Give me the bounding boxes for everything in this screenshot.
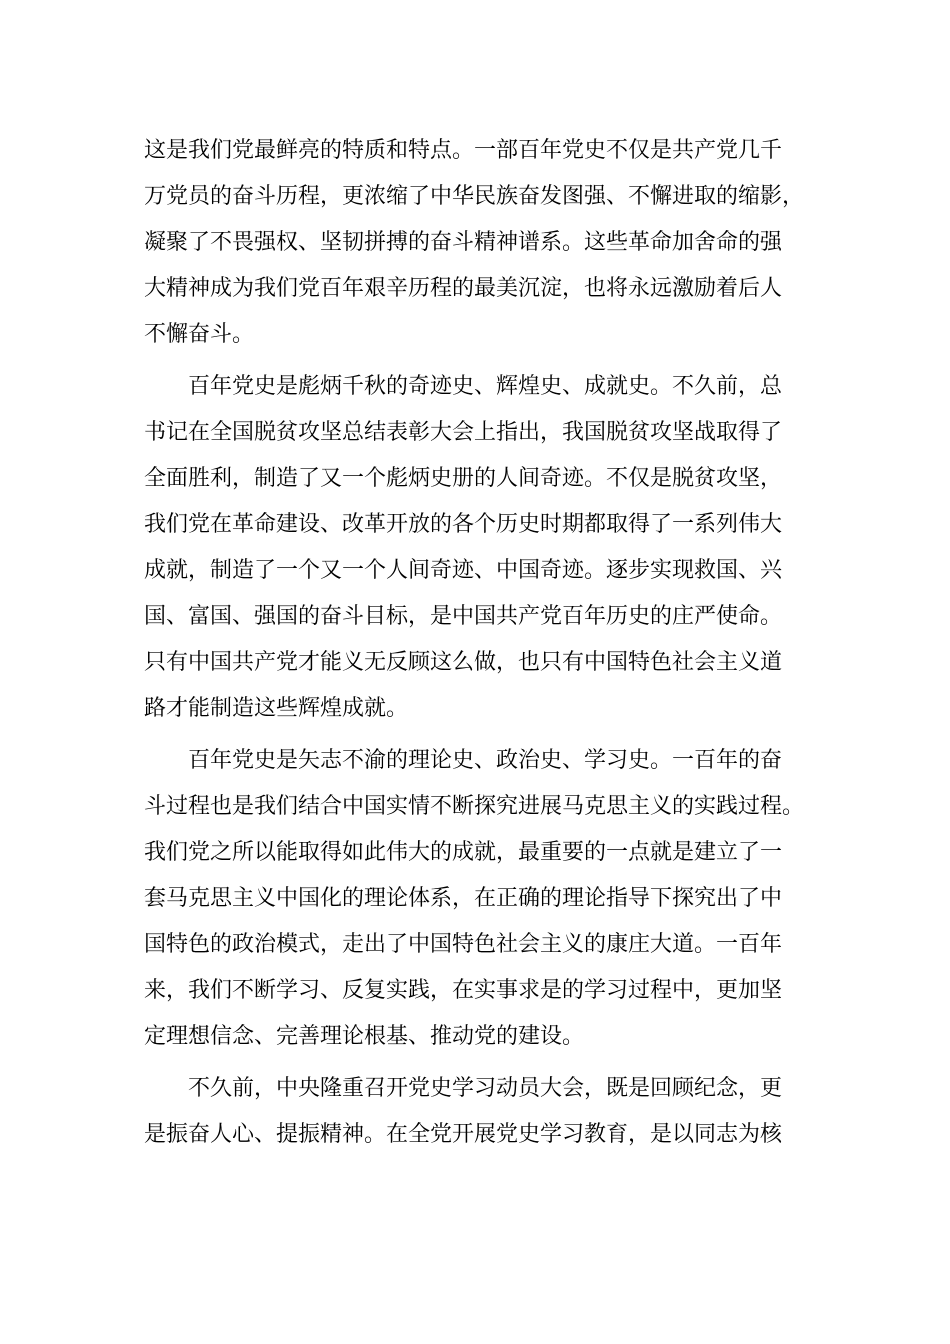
text-line: 万党员的奋斗历程，更浓缩了中华民族奋发图强、不懈进取的缩影， [144,184,805,209]
paragraph-3 [144,738,824,1060]
text-line: 我们党在革命建设、改革开放的各个历史时期都取得了一系列伟大 [144,512,783,537]
text-line: 套马克思主义中国化的理论体系，在正确的理论指导下探究出了中 [144,886,783,911]
text-line: 不久前，中央隆重召开党史学习动员大会，既是回顾纪念，更 [144,1076,783,1101]
text-line: 我们党之所以能取得如此伟大的成就，最重要的一点就是建立了一 [144,840,783,865]
text-line: 书记在全国脱贫攻坚总结表彰大会上指出，我国脱贫攻坚战取得了 [144,420,783,445]
text-line: 百年党史是矢志不渝的理论史、政治史、学习史。一百年的奋 [144,748,783,773]
text-line: 定理想信念、完善理论根基、推动党的建设。 [144,1024,585,1049]
text-line: 国、富国、强国的奋斗目标，是中国共产党百年历史的庄严使命。 [144,604,783,629]
paragraph-1 [144,128,824,358]
paragraph-2 [144,364,824,732]
text-line: 路才能制造这些辉煌成就。 [144,696,409,721]
text-line: 只有中国共产党才能义无反顾这么做，也只有中国特色社会主义道 [144,650,783,675]
text-line: 这是我们党最鲜亮的特质和特点。一部百年党史不仅是共产党几千 [144,138,783,163]
text-line: 大精神成为我们党百年艰辛历程的最美沉淀，也将永远激励着后人 [144,276,783,301]
paragraph-4 [144,1066,824,1158]
text-line: 是振奋人心、提振精神。在全党开展党史学习教育，是以同志为核 [144,1122,783,1147]
text-line: 成就，制造了一个又一个人间奇迹、中国奇迹。逐步实现救国、兴 [144,558,783,583]
text-line: 国特色的政治模式，走出了中国特色社会主义的康庄大道。一百年 [144,932,783,957]
text-line: 凝聚了不畏强权、坚韧拼搏的奋斗精神谱系。这些革命加舍命的强 [144,230,783,255]
text-line: 斗过程也是我们结合中国实情不断探究进展马克思主义的实践过程。 [144,794,805,819]
text-line: 百年党史是彪炳千秋的奇迹史、辉煌史、成就史。不久前，总 [144,374,783,399]
text-line: 不懈奋斗。 [144,322,255,347]
text-line: 来，我们不断学习、反复实践，在实事求是的学习过程中，更加坚 [144,978,783,1003]
document-body [144,128,824,1158]
text-line: 全面胜利，制造了又一个彪炳史册的人间奇迹。不仅是脱贫攻坚， [144,466,783,491]
